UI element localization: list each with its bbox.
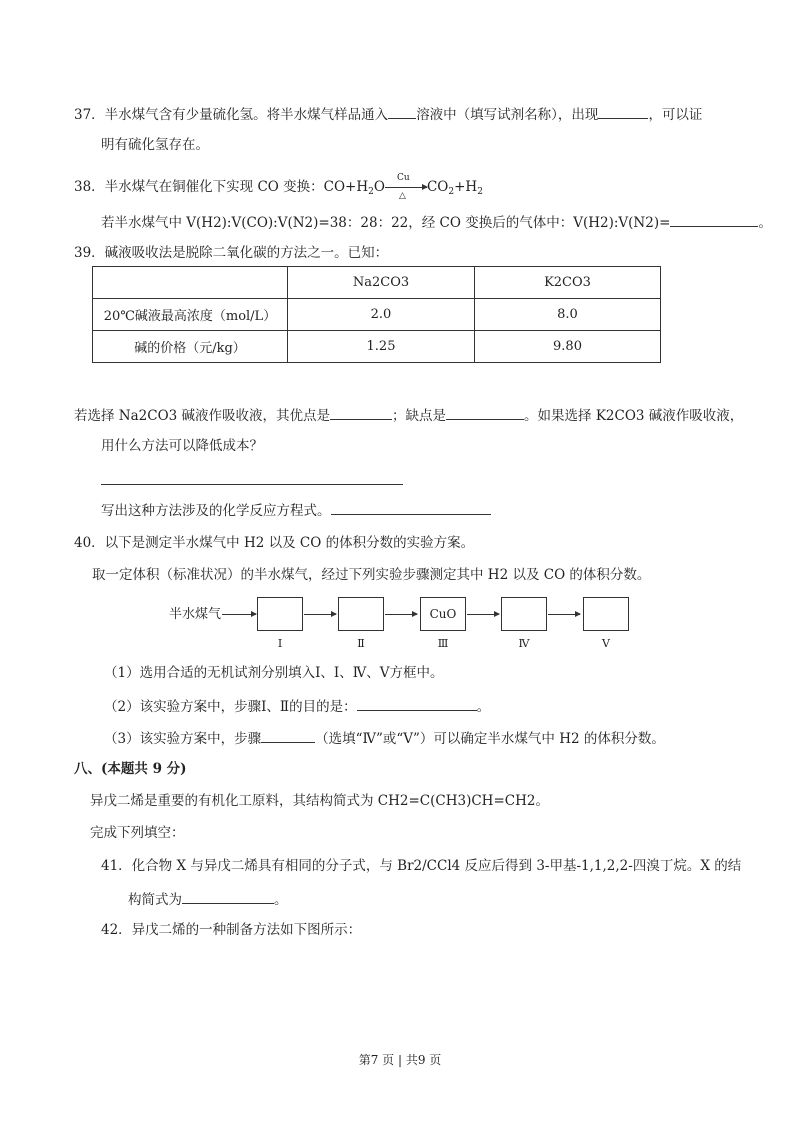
q40-intro: 取一定体积（标准状况）的半水煤气，经过下列实验步骤测定其中 H2 以及 CO 的体积分数。 xyxy=(92,567,651,583)
table-header-row xyxy=(93,267,661,299)
q41-blank-structure[interactable] xyxy=(182,889,274,904)
step-label: Ⅱ xyxy=(357,637,365,650)
table-cell: 2.0 xyxy=(288,299,475,331)
flow-arrow xyxy=(304,614,336,615)
step-box-5[interactable] xyxy=(583,597,629,650)
table-cell: 碱的价格（元/kg） xyxy=(93,331,288,363)
table-cell: 20℃碱液最高浓度（mol/L） xyxy=(93,299,288,331)
q39-equation-prompt: 写出这种方法涉及的化学反应方程式。 xyxy=(101,500,491,520)
q38-blank-ratio[interactable] xyxy=(670,212,758,227)
q40-blank-purpose[interactable] xyxy=(357,696,477,711)
step-label: Ⅰ xyxy=(277,637,283,650)
table-header-cell: K2CO3 xyxy=(475,267,661,299)
flow-arrow xyxy=(222,614,256,615)
q41-line1: 41．化合物 X 与异戊二烯具有相同的分子式，与 Br2/CCl4 反应后得到 3-甲基-1,1,2,2-四溴丁烷。X 的结 xyxy=(101,858,742,874)
q39-intro: 39．碱液吸收法是脱除二氧化碳的方法之一。已知： xyxy=(74,245,389,261)
step-label: Ⅲ xyxy=(437,637,449,650)
q39-blank-advantage[interactable] xyxy=(330,405,392,420)
table-cell: 9.80 xyxy=(475,331,661,363)
q39-paragraph: 若选择 Na2CO3 碱液作吸收液，其优点是 ；缺点是 。如果选择 K2CO3 碱液作吸收液， xyxy=(74,405,743,425)
q40-sub3: （3）该实验方案中，步骤 （选填“Ⅳ”或“Ⅴ”）可以确定半水煤气中 H2 的体积分数。 xyxy=(104,728,665,748)
step-box-3: CuO Ⅲ xyxy=(420,597,466,631)
q40-title: 40．以下是测定半水煤气中 H2 以及 CO 的体积分数的实验方案。 xyxy=(74,535,475,551)
q39-answer-line[interactable] xyxy=(101,484,403,485)
step-box-2[interactable] xyxy=(338,597,384,650)
q37-line1: 37．半水煤气含有少量硫化氢。将半水煤气样品通入 溶液中（填写试剂名称），出现 ，可以证 xyxy=(74,104,702,124)
q39-blank-disadvantage[interactable] xyxy=(446,405,524,420)
alkali-table xyxy=(92,266,661,363)
table-header-cell: Na2CO3 xyxy=(288,267,475,299)
step-label: Ⅴ xyxy=(602,637,610,650)
q37-line2: 明有硫化氢存在。 xyxy=(101,137,209,153)
q37-blank-phenomenon[interactable] xyxy=(598,104,648,119)
section-intro: 异戊二烯是重要的有机化工原料，其结构简式为 CH2=C(CH3)CH=CH2。 xyxy=(90,793,549,809)
table-header-cell xyxy=(93,267,288,299)
q40-blank-step[interactable] xyxy=(261,728,315,743)
table-cell: 8.0 xyxy=(475,299,661,331)
q38-equation: 38．半水煤气在铜催化下实现 CO 变换：$CO+H_2O$ Cu △ $CO_2+H_2$ xyxy=(74,172,483,201)
q40-sub1: （1）选用合适的无机试剂分别填入Ⅰ、Ⅰ、Ⅳ、Ⅴ方框中。 xyxy=(104,665,444,681)
q38-line2: 若半水煤气中 V(H2):V(CO):V(N2)=38：28：22，经 CO 变换后的气体中：V(H2):V(N2)= 。 xyxy=(101,212,772,232)
reaction-arrow: Cu △ xyxy=(385,179,427,197)
flow-arrow xyxy=(467,614,499,615)
section-instruction: 完成下列填空： xyxy=(90,825,185,841)
diagram-start-label: 半水煤气 xyxy=(169,607,222,622)
step-label: Ⅳ xyxy=(518,637,530,650)
section-heading: 八、(本题共 9 分) xyxy=(74,761,187,777)
q42-line: 42．异戊二烯的一种制备方法如下图所示： xyxy=(101,922,362,938)
page-footer: 第7 页 | 共9 页 xyxy=(358,1053,442,1067)
q41-line2: 构简式为 。 xyxy=(128,889,288,909)
table-row xyxy=(93,331,661,363)
step-box-1[interactable] xyxy=(257,597,303,650)
step-box-4[interactable] xyxy=(501,597,547,650)
table-row xyxy=(93,299,661,331)
q40-sub2: （2）该实验方案中，步骤Ⅰ、Ⅱ的目的是： 。 xyxy=(104,696,490,716)
q37-blank-reagent[interactable] xyxy=(388,104,416,119)
flow-arrow xyxy=(548,614,580,615)
table-cell: 1.25 xyxy=(288,331,475,363)
q39-question: 用什么方法可以降低成本？ xyxy=(101,438,263,454)
q39-blank-equation[interactable] xyxy=(331,500,491,515)
flow-arrow xyxy=(385,614,417,615)
